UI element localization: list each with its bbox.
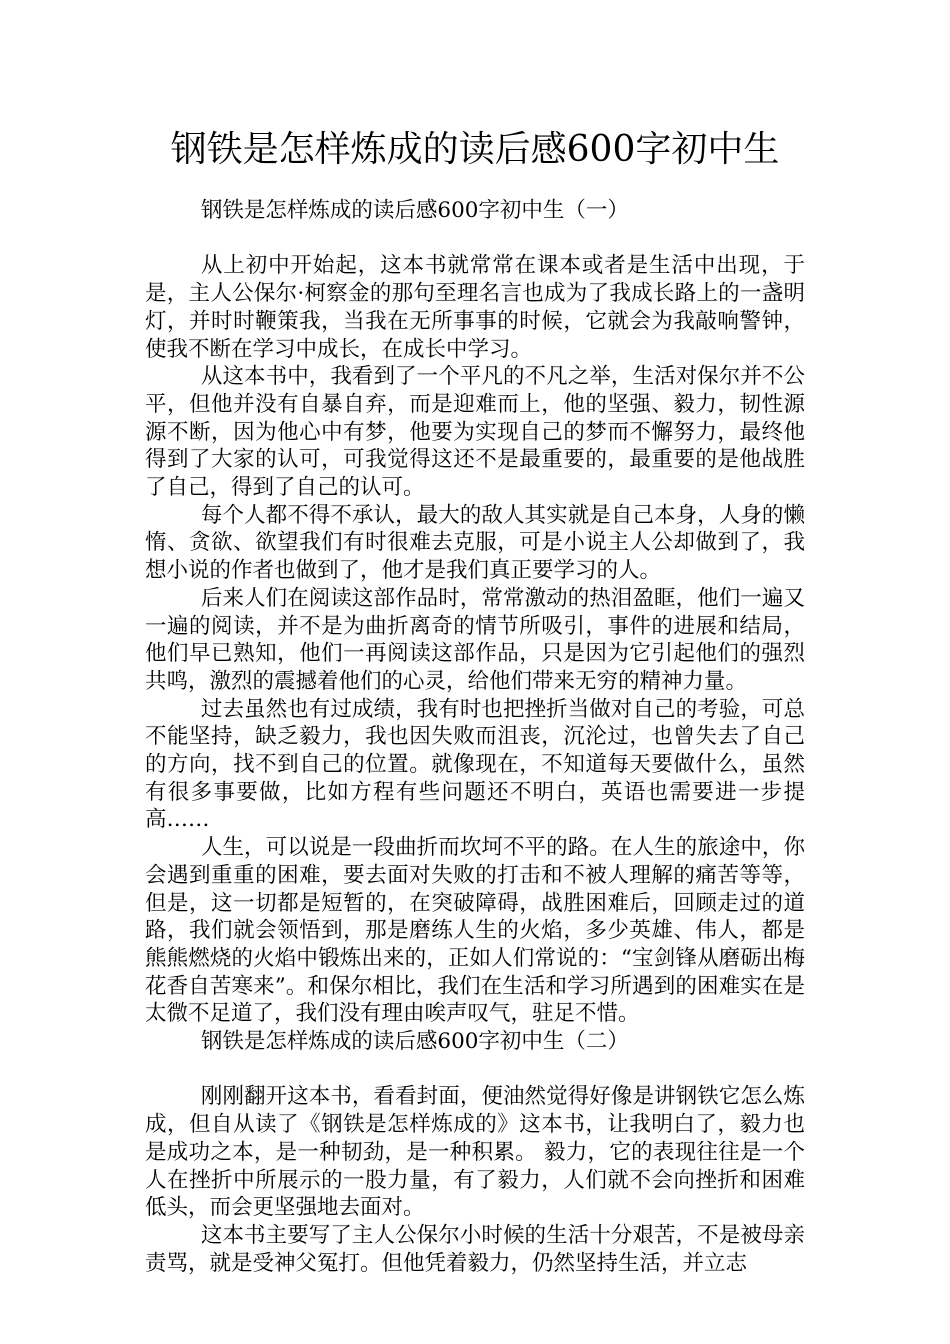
blank-line xyxy=(145,1056,805,1084)
section-heading-1: 钢铁是怎样炼成的读后感600字初中生（一） xyxy=(200,198,629,223)
paragraph: 人生，可以说是一段曲折而坎坷不平的路。在人生的旅途中，你会遇到重重的困难，要去面对失败的打击和不被人理解的痛苦等等，但是，这一切都是短暂的，在突破障碍，战胜困难后，回顾走过的道路，我们就会领悟到，那是磨练人生的火焰，多少英雄、伟人，都是熊熊燃烧的火焰中锻炼出来的，正如人们常说的：“宝剑锋从磨砺出梅花香自苦寒来”。和保尔相比，我们在生活和学习所遇到的困难实在是太微不足道了，我们没有理由唉声叹气，驻足不惜。 xyxy=(145,835,805,1027)
document-body xyxy=(145,197,805,1277)
paragraph: 每个人都不得不承认，最大的敌人其实就是自己本身，人身的懒惰、贪欲、欲望我们有时很难去克服，可是小说主人公却做到了，我想小说的作者也做到了，他才是我们真正要学习的人。 xyxy=(145,502,805,584)
paragraph: 刚刚翻开这本书，看看封面，便油然觉得好像是讲钢铁它怎么炼成，但自从读了《钢铁是怎样炼成的》这本书，让我明白了，毅力也是成功之本，是一种韧劲，是一种积累。 毅力，它的表现往往是一个人在挫折中所展示的一股力量，有了毅力，人们就不会向挫折和困难低头，而会更坚强地去面对。 xyxy=(145,1084,805,1221)
paragraph: 过去虽然也有过成绩，我有时也把挫折当做对自己的考验，可总不能坚持，缺乏毅力，我也因失败而沮丧，沉沦过，也曾失去了自己的方向，找不到自己的位置。就像现在，不知道每天要做什么，虽然有很多事要做，比如方程有些问题还不明白，英语也需要进一步提高…… xyxy=(145,696,805,833)
paragraph: 后来人们在阅读这部作品时，常常激动的热泪盈眶，他们一遍又一遍的阅读，并不是为曲折离奇的情节所吸引，事件的进展和结局，他们早已熟知，他们一再阅读这部作品，只是因为它引起他们的强烈共鸣，激烈的震撼着他们的心灵，给他们带来无穷的精神力量。 xyxy=(145,585,805,694)
section-heading-2: 钢铁是怎样炼成的读后感600字初中生（二） xyxy=(200,1029,629,1055)
blank-line xyxy=(145,225,805,253)
document-title: 钢铁是怎样炼成的读后感600字初中生 xyxy=(170,129,780,170)
paragraph: 这本书主要写了主人公保尔小时候的生活十分艰苦，不是被母亲责骂，就是受神父冤打。但他凭着毅力，仍然坚持生活，并立志 xyxy=(145,1222,805,1276)
paragraph: 从上初中开始起，这本书就常常在课本或者是生活中出现，于是，主人公保尔·柯察金的那句至理名言也成为了我成长路上的一盏明灯，并时时鞭策我，当我在无所事事的时候，它就会为我敲响警钟，使我不断在学习中成长，在成长中学习。 xyxy=(145,253,805,362)
paragraph: 从这本书中，我看到了一个平凡的不凡之举，生活对保尔并不公平，但他并没有自暴自弃，而是迎难而上，他的坚强、毅力，韧性源源不断，因为他心中有梦，他要为实现自己的梦而不懈努力，最终他得到了大家的认可，可我觉得这还不是最重要的，最重要的是他战胜了自己，得到了自己的认可。 xyxy=(145,364,805,501)
